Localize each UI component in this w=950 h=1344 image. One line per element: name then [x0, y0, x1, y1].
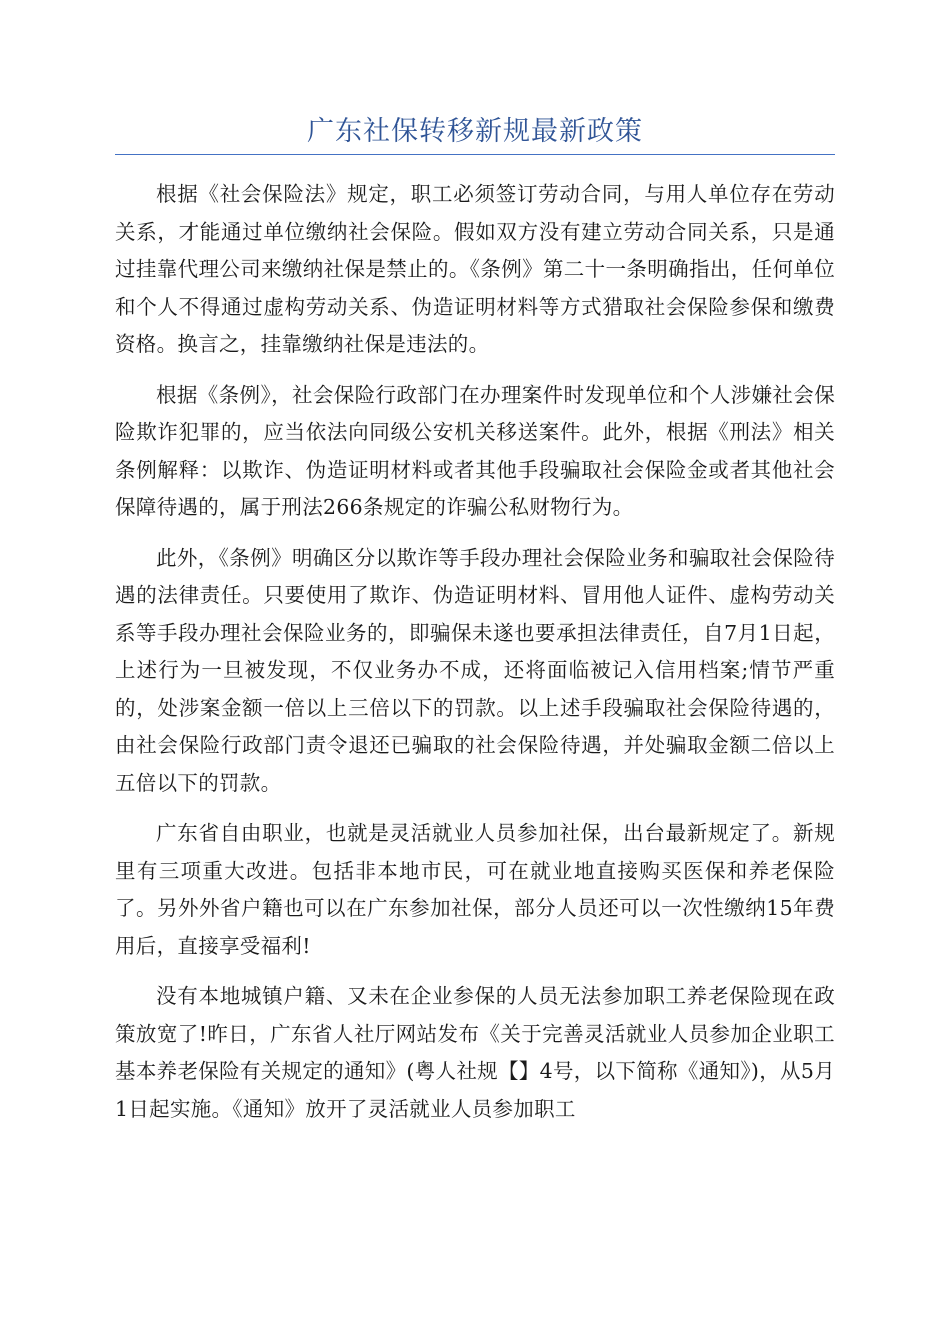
title-underline — [115, 154, 835, 155]
document-body — [115, 176, 835, 1141]
paragraph-5: 没有本地城镇户籍、又未在企业参保的人员无法参加职工养老保险现在政策放宽了!昨日，广东省人社厅网站发布《关于完善灵活就业人员参加企业职工基本养老保险有关规定的通知》(粤人社规【】4号，以下简称《通知》)，从5月1日起实施。《通知》放开了灵活就业人员参加职工 — [115, 984, 835, 1121]
paragraph-4: 广东省自由职业，也就是灵活就业人员参加社保，出台最新规定了。新规里有三项重大改进。包括非本地市民，可在就业地直接购买医保和养老保险了。另外外省户籍也可以在广东参加社保，部分人员还可以一次性缴纳15年费用后，直接享受福利! — [115, 821, 835, 958]
document-title: 广东社保转移新规最新政策 — [307, 116, 643, 147]
paragraph-3: 此外，《条例》明确区分以欺诈等手段办理社会保险业务和骗取社会保险待遇的法律责任。只要使用了欺诈、伪造证明材料、冒用他人证件、虚构劳动关系等手段办理社会保险业务的，即骗保未遂也要承担法律责任，自7月1日起，上述行为一旦被发现，不仅业务办不成，还将面临被记入信用档案;情节严重的，处涉案金额一倍以上三倍以下的罚款。以上述手段骗取社会保险待遇的，由社会保险行政部门责令退还已骗取的社会保险待遇，并处骗取金额二倍以上五倍以下的罚款。 — [115, 545, 835, 795]
paragraph-1: 根据《社会保险法》规定，职工必须签订劳动合同，与用人单位存在劳动关系，才能通过单位缴纳社会保险。假如双方没有建立劳动合同关系，只是通过挂靠代理公司来缴纳社保是禁止的。《条例》第二十一条明确指出，任何单位和个人不得通过虚构劳动关系、伪造证明材料等方式猎取社会保险参保和缴费资格。换言之，挂靠缴纳社保是违法的。 — [115, 182, 835, 356]
paragraph-2: 根据《条例》，社会保险行政部门在办理案件时发现单位和个人涉嫌社会保险欺诈犯罪的，应当依法向同级公安机关移送案件。此外，根据《刑法》相关条例解释：以欺诈、伪造证明材料或者其他手段骗取社会保险金或者其他社会保障待遇的，属于刑法266条规定的诈骗公私财物行为。 — [115, 382, 835, 519]
